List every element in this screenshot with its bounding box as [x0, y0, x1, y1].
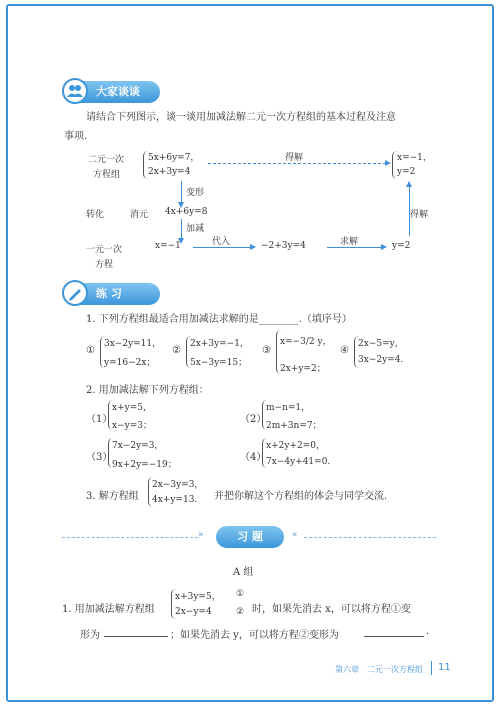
divider-right	[304, 537, 436, 538]
exercise-q1-eq1: x+3y=5，	[175, 592, 221, 602]
exercises-badge-label: 习 题	[237, 530, 263, 543]
vertical-line-transform	[181, 181, 182, 203]
option-2-eq2: 5x−3y=15；	[190, 358, 248, 368]
option-3-eq2: 2x+y=2；	[280, 364, 326, 374]
label-add-subtract: 加减	[186, 224, 205, 234]
system-eq1: 5x+6y=7，	[148, 153, 200, 163]
practice-q3-suffix: 并把你解这个方程组的体会与同学交流.	[214, 491, 388, 502]
exercises-badge	[216, 526, 284, 548]
q2-item-1-num: （1）	[86, 414, 113, 425]
x-value: x=−1	[155, 241, 181, 251]
discussion-badge-label: 大家谈谈	[96, 85, 140, 98]
label-transform: 变形	[186, 188, 205, 198]
exercise-q1-mark2: ②	[236, 607, 245, 617]
label-binary-system: 二元一次	[88, 155, 125, 165]
group-a-title: A 组	[233, 567, 254, 578]
label-solve-right: 得解	[410, 210, 429, 220]
blank-1[interactable]	[104, 636, 168, 637]
option-1-eq1: 3x−2y=11，	[104, 339, 162, 349]
label-solve-top: 得解	[285, 153, 304, 163]
solution-y: y=2	[397, 167, 416, 177]
option-2-eq1: 2x+3y=−1，	[190, 339, 249, 349]
blank-2[interactable]	[364, 636, 424, 637]
option-2-num: ②	[172, 345, 181, 356]
solution-x: x=−1，	[397, 153, 432, 163]
arrow-right-icon-3	[381, 244, 387, 250]
arrow-right-icon	[385, 160, 391, 166]
practice-q2: 2. 用加减法解下列方程组：	[86, 385, 209, 396]
label-linear-equation: 方程	[95, 260, 114, 270]
option-4-eq2: 3x−2y=4.	[358, 355, 404, 365]
q2-item-3-eq2: 9x+2y=−19；	[112, 460, 177, 470]
discussion-prompt-line1: 请结合下列图示，谈一谈用加减法解二元一次方程组的基本过程及注意	[86, 112, 396, 123]
label-equation-group: 方程组	[93, 170, 121, 180]
exercise-q1-line2c: .	[426, 626, 430, 637]
combined-equation: 4x+6y=8	[165, 207, 208, 217]
option-1-eq2: y=16−2x；	[104, 358, 156, 368]
q2-item-1-eq1: x+y=5，	[112, 403, 152, 413]
exercise-q1-line2b: ；如果先消去 y，可以将方程②变形为	[170, 630, 339, 641]
q2-item-4-num: （4）	[240, 452, 267, 463]
q3-eq2: 4x+y=13.	[152, 495, 198, 505]
pencil-icon	[62, 280, 88, 306]
system-eq2: 2x+3y=4	[148, 167, 191, 177]
practice-q1: 1. 下列方程组最适合用加减法求解的是________.（填序号）	[86, 314, 352, 325]
option-4-num: ④	[340, 345, 349, 356]
option-4-eq1: 2x−5=y，	[358, 339, 404, 349]
q2-item-4-eq1: x+2y+2=0，	[266, 441, 325, 451]
chevron-right-icon: »	[198, 530, 204, 540]
q2-item-1-eq2: x−y=3；	[112, 421, 152, 431]
exercise-q1-mark1: ①	[236, 589, 245, 599]
label-find: 求解	[340, 237, 359, 247]
exercise-q1-eq2: 2x−y=4	[175, 607, 212, 617]
option-1-num: ①	[86, 345, 95, 356]
option-3-num: ③	[262, 345, 271, 356]
arrow-right-icon-2	[250, 244, 256, 250]
substituted-equation: −2+3y=4	[261, 241, 306, 251]
chapter-footer: 第六章 二元一次方程组	[335, 665, 423, 674]
chevron-left-icon: «	[292, 530, 298, 540]
discussion-prompt-line2: 事项.	[64, 131, 88, 142]
people-icon	[62, 78, 88, 104]
vertical-line-addsub	[181, 219, 182, 239]
label-linear-one: 一元一次	[86, 245, 123, 255]
q2-item-4-eq2: 7x−4y+41=0.	[266, 457, 331, 467]
arrow-up-icon	[406, 181, 412, 187]
discussion-badge	[64, 81, 160, 103]
footer-separator	[431, 661, 432, 675]
substitute-line	[193, 247, 251, 248]
label-eliminate: 消元	[130, 210, 149, 220]
q3-eq1: 2x−3y=3，	[152, 480, 204, 490]
q2-item-3-num: （3）	[86, 452, 113, 463]
exercise-q1-suffix: 时，如果先消去 x，可以将方程①变	[252, 604, 411, 615]
q2-item-2-num: （2）	[240, 414, 267, 425]
page-number: 11	[438, 662, 451, 673]
q2-item-2-eq1: m−n=1，	[266, 403, 311, 413]
exercise-q1-line2a: 形为	[80, 630, 100, 641]
practice-badge-label: 练 习	[96, 287, 122, 300]
label-convert: 转化	[86, 210, 105, 220]
exercise-q1-prefix: 1. 用加减法解方程组	[62, 604, 155, 615]
practice-badge	[64, 283, 160, 305]
practice-q3-prefix: 3. 解方程组	[86, 491, 139, 502]
y-value: y=2	[392, 241, 411, 251]
label-substitute: 代入	[212, 237, 231, 247]
find-line	[327, 247, 382, 248]
divider-left	[62, 537, 198, 538]
option-3-eq1: x=−3/2 y，	[280, 337, 332, 347]
q2-item-2-eq2: 2m+3n=7；	[266, 421, 322, 431]
q2-item-3-eq1: 7x−2y=3，	[112, 441, 164, 451]
dashed-arrow-line	[208, 163, 386, 164]
